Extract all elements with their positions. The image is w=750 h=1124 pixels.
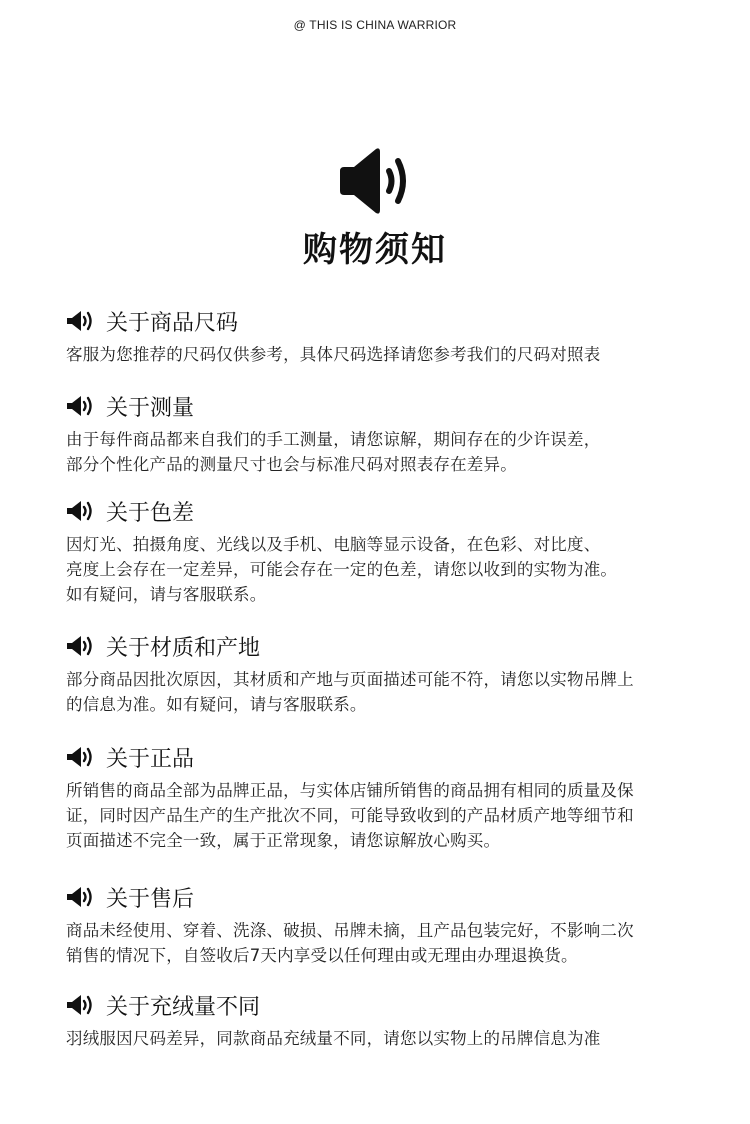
section-body	[66, 427, 686, 477]
body-line: 客服为您推荐的尺码仅供参考，具体尺码选择请您参考我们的尺码对照表	[66, 345, 601, 364]
section-body	[66, 667, 686, 717]
section-body	[66, 1026, 686, 1051]
body-line: 销售的情况下，自签收后7天内享受以任何理由或无理由办理退换货。	[66, 946, 578, 965]
notice-section-material	[66, 631, 686, 717]
body-line: 如有疑问，请与客服联系。	[66, 585, 267, 604]
page-title: 购物须知	[303, 230, 447, 270]
section-title: 关于售后	[106, 886, 195, 912]
section-title: 关于材质和产地	[106, 635, 261, 661]
notice-section-color	[66, 496, 686, 607]
body-line: 证，同时因产品生产的生产批次不同，可能导致收到的产品材质产地等细节和	[66, 806, 634, 825]
section-title: 关于正品	[106, 746, 195, 772]
speaker-icon	[336, 145, 414, 217]
section-body	[66, 532, 686, 607]
body-line: 页面描述不完全一致，属于正常现象，请您谅解放心购买。	[66, 831, 501, 850]
section-title: 关于商品尺码	[106, 310, 239, 336]
notice-section-measurement	[66, 391, 686, 477]
body-line: 由于每件商品都来自我们的手工测量，请您谅解，期间存在的少许误差，	[66, 430, 601, 449]
section-body	[66, 918, 686, 968]
speaker-icon	[66, 885, 96, 909]
speaker-icon	[66, 634, 96, 658]
notice-section-size	[66, 306, 686, 367]
notice-section-authentic	[66, 742, 686, 853]
section-body	[66, 778, 686, 853]
notice-section-fill	[66, 990, 686, 1051]
notice-section-aftersales	[66, 882, 686, 968]
body-line: 所销售的商品全部为品牌正品，与实体店铺所销售的商品拥有相同的质量及保	[66, 781, 634, 800]
section-title: 关于充绒量不同	[106, 994, 261, 1020]
section-body	[66, 342, 686, 367]
body-line: 商品未经使用、穿着、洗涤、破损、吊牌未摘，且产品包装完好，不影响二次	[66, 921, 634, 940]
speaker-icon	[66, 309, 96, 333]
body-line: 羽绒服因尺码差异，同款商品充绒量不同，请您以实物上的吊牌信息为准	[66, 1029, 601, 1048]
brand-caption: @ THIS IS CHINA WARRIOR	[293, 18, 457, 32]
speaker-icon	[66, 499, 96, 523]
section-title: 关于测量	[106, 395, 195, 421]
speaker-icon	[66, 745, 96, 769]
section-title: 关于色差	[106, 500, 195, 526]
body-line: 因灯光、拍摄角度、光线以及手机、电脑等显示设备，在色彩、对比度、	[66, 535, 601, 554]
body-line: 部分个性化产品的测量尺寸也会与标准尺码对照表存在差异。	[66, 455, 517, 474]
body-line: 亮度上会存在一定差异，可能会存在一定的色差，请您以收到的实物为准。	[66, 560, 618, 579]
body-line: 的信息为准。如有疑问，请与客服联系。	[66, 695, 367, 714]
body-line: 部分商品因批次原因，其材质和产地与页面描述可能不符，请您以实物吊牌上	[66, 670, 634, 689]
speaker-icon	[66, 394, 96, 418]
speaker-icon	[66, 993, 96, 1017]
